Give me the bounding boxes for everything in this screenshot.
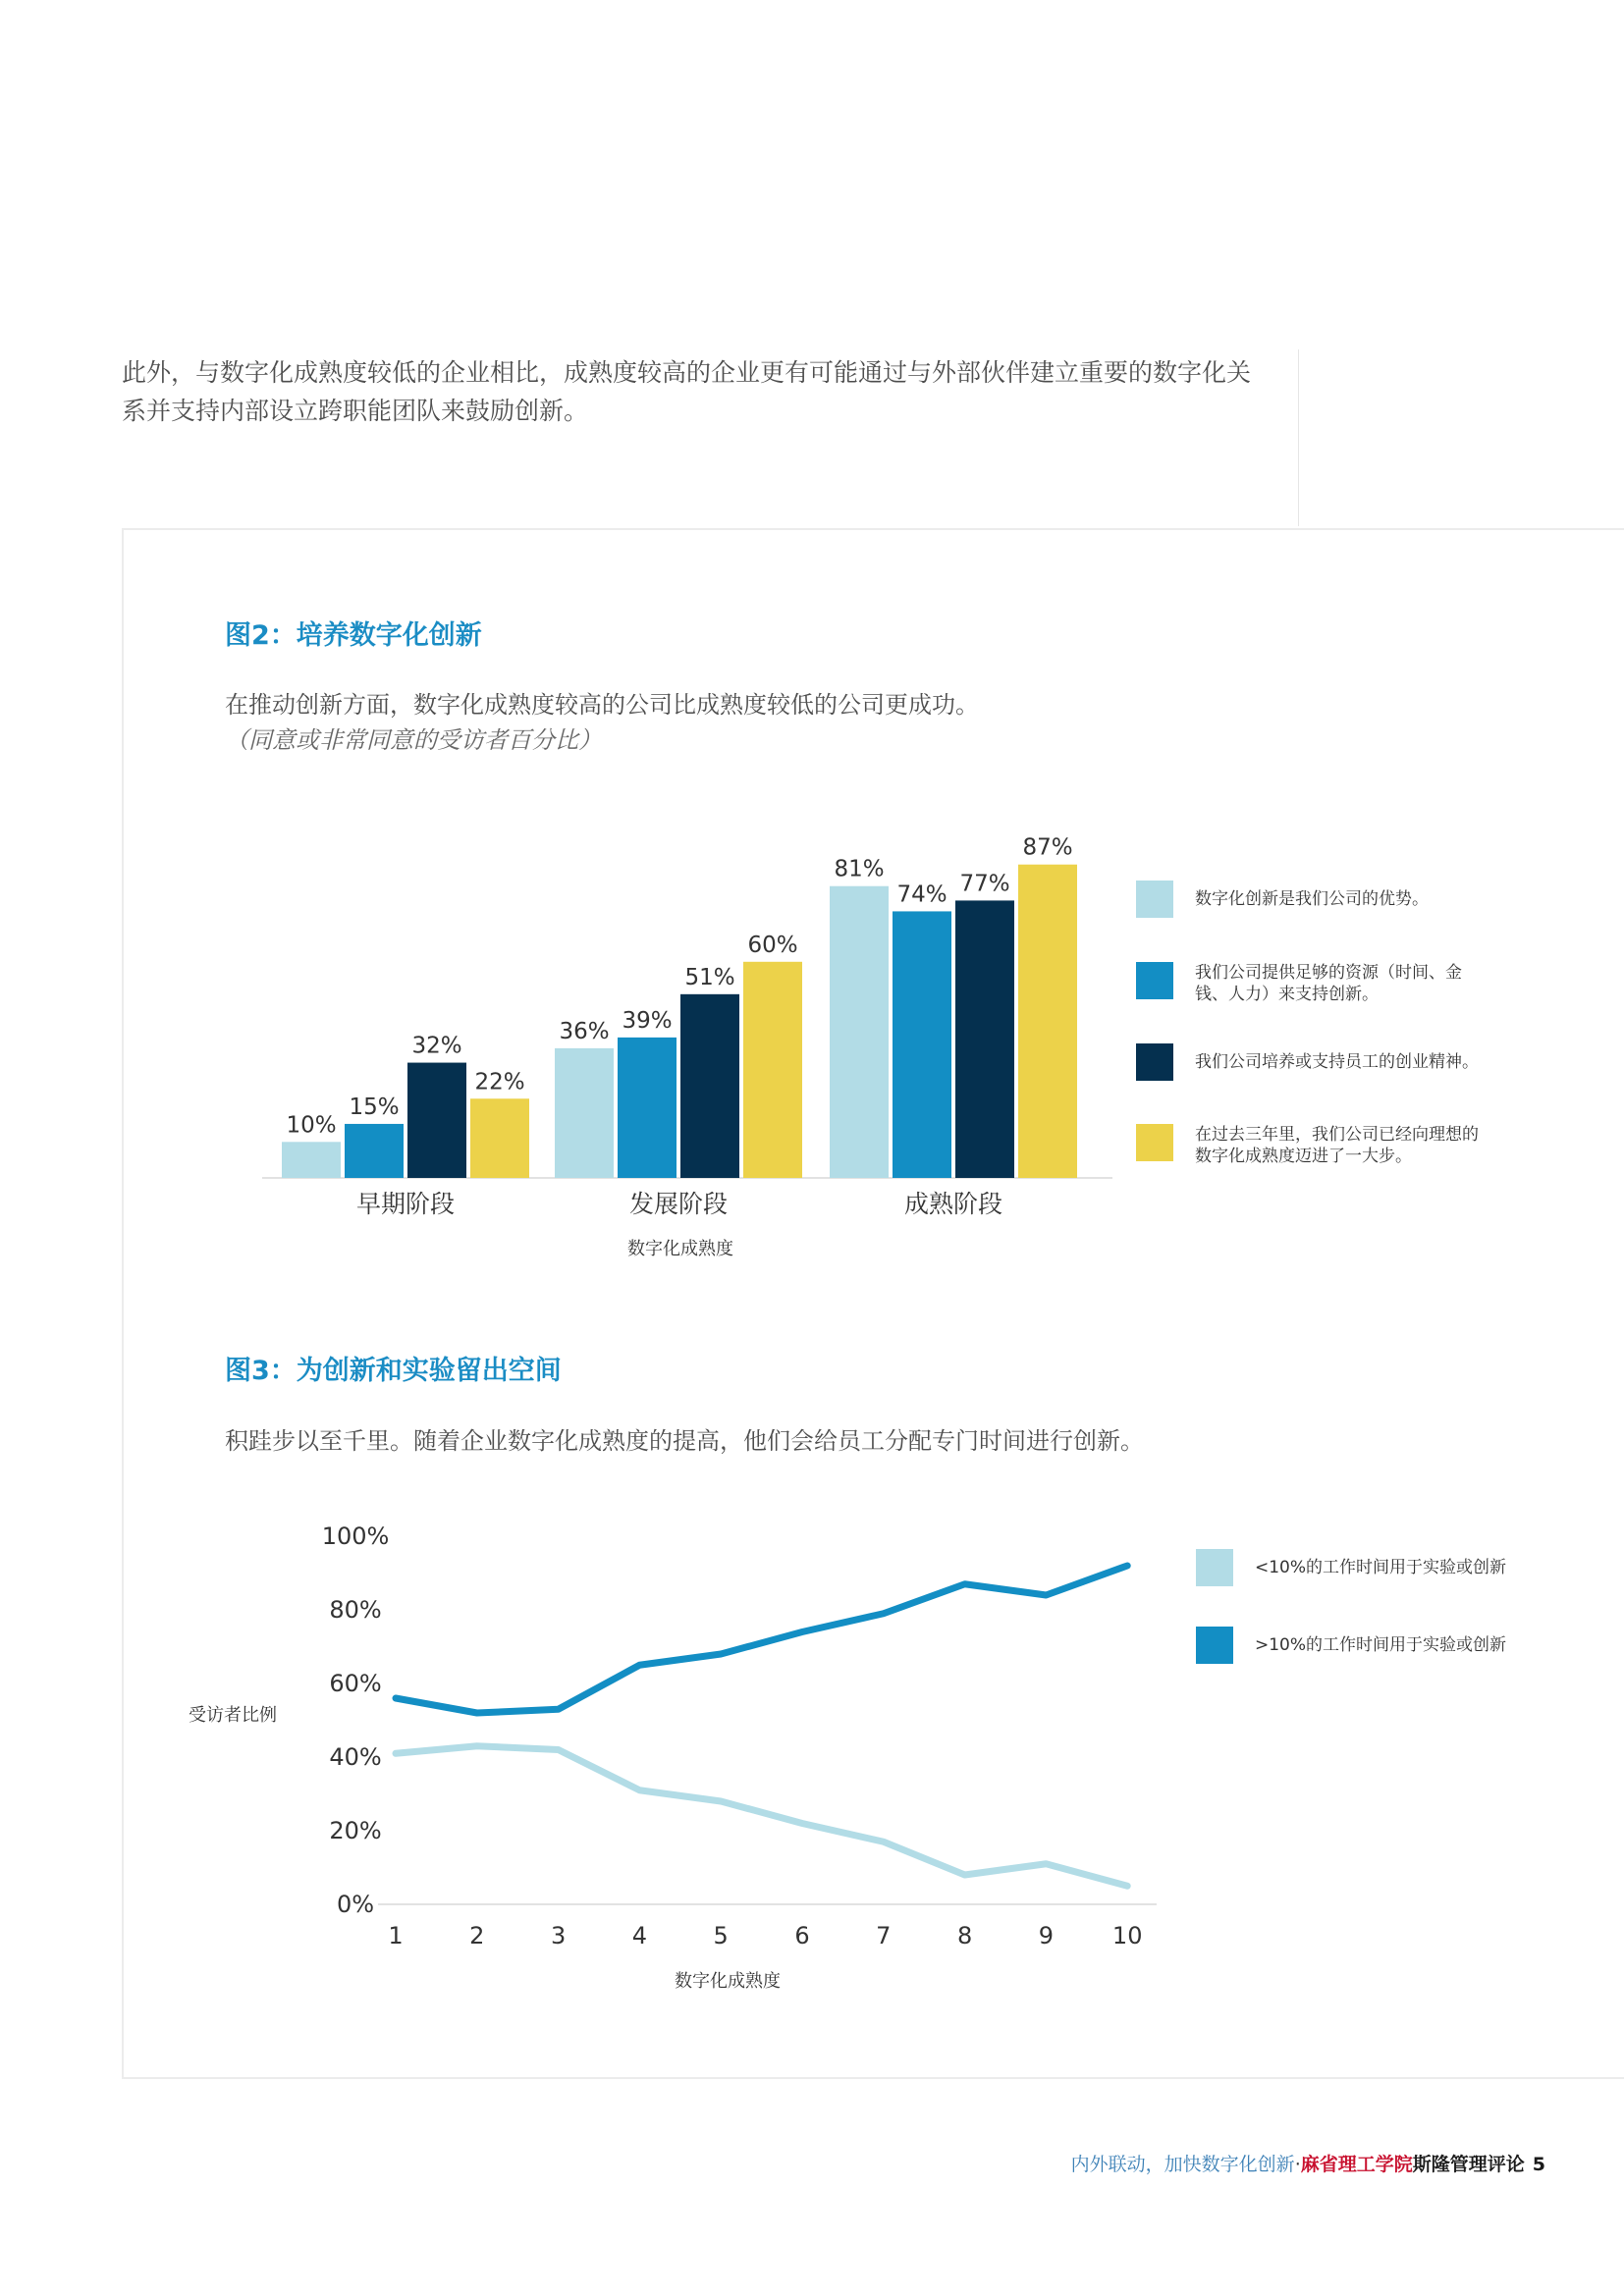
fig3-x-tick-label: 4 xyxy=(631,1922,648,1949)
bar-2-3 xyxy=(680,994,739,1178)
bar-2-4 xyxy=(743,962,802,1178)
fig3-series-line-2 xyxy=(396,1566,1127,1713)
fig3-x-tick-label: 6 xyxy=(794,1922,810,1949)
bar-value-label: 36% xyxy=(559,1018,610,1044)
footer-brand-mit: 麻省理工学院 xyxy=(1300,2154,1413,2175)
fig2-category-label: 成熟阶段 xyxy=(903,1190,1003,1218)
fig3-x-tick-label: 2 xyxy=(469,1922,485,1949)
fig3-x-tick-label: 1 xyxy=(388,1922,404,1949)
fig2-title-text: 培养数字化创新 xyxy=(296,620,482,651)
fig2-legend-swatch-2 xyxy=(1136,962,1173,999)
fig3-y-tick-label: 0% xyxy=(336,1891,375,1918)
fig3-x-axis-title: 数字化成熟度 xyxy=(675,1971,781,1992)
fig3-x-tick-label: 10 xyxy=(1111,1922,1143,1949)
fig3-title-text: 为创新和实验留出空间 xyxy=(296,1356,562,1386)
bar-1-4 xyxy=(470,1098,529,1178)
fig3-x-tick-label: 3 xyxy=(550,1922,567,1949)
bar-1-1 xyxy=(282,1142,341,1178)
bar-3-4 xyxy=(1018,865,1077,1178)
bar-3-1 xyxy=(830,886,889,1178)
fig2-legend-swatch-4 xyxy=(1136,1124,1173,1161)
fig3-title xyxy=(225,1349,562,1387)
fig3-y-axis-title: 受访者比例 xyxy=(189,1705,277,1726)
bar-value-label: 81% xyxy=(834,856,885,882)
bar-value-label: 10% xyxy=(286,1112,337,1139)
fig3-y-tick-label: 60% xyxy=(329,1670,382,1697)
bar-value-label: 77% xyxy=(959,871,1010,897)
fig3-x-tick-label: 5 xyxy=(713,1922,729,1949)
page-number: 5 xyxy=(1532,2154,1545,2175)
fig3-legend-item-1 xyxy=(1196,1549,1569,1586)
intro-paragraph: 此外，与数字化成熟度较低的企业相比，成熟度较高的企业更有可能通过与外部伙伴建立重要的数字化关系并支持内部设立跨职能团队来鼓励创新。 xyxy=(122,358,1252,425)
fig3-subtitle: 积跬步以至千里。随着企业数字化成熟度的提高，他们会给员工分配专门时间进行创新。 xyxy=(225,1427,1144,1455)
fig2-title-num: 图2： xyxy=(225,620,297,651)
footer-separator: · xyxy=(1294,2154,1301,2175)
fig3-y-tick-label: 80% xyxy=(329,1596,382,1624)
fig3-x-tick-label: 9 xyxy=(1038,1922,1055,1949)
fig3-y-tick-label: 100% xyxy=(321,1522,390,1550)
bar-value-label: 22% xyxy=(474,1069,525,1095)
fig3-legend-label-2: >10%的工作时间用于实验或创新 xyxy=(1255,1635,1507,1655)
bar-value-label: 51% xyxy=(684,964,735,990)
fig2-legend-label-4: 在过去三年里，我们公司已经向理想的数字化成熟度迈进了一大步。 xyxy=(1195,1125,1479,1166)
fig2-legend-item-4 xyxy=(1136,1124,1489,1167)
fig2-legend-item-1 xyxy=(1136,881,1489,918)
fig3-x-tick-label: 8 xyxy=(956,1922,973,1949)
bar-1-2 xyxy=(345,1124,404,1178)
fig2-legend-swatch-3 xyxy=(1136,1043,1173,1081)
fig2-note: （同意或非常同意的受访者百分比） xyxy=(225,726,602,754)
fig3-y-tick-label: 20% xyxy=(329,1817,382,1844)
bar-2-1 xyxy=(555,1048,614,1178)
bar-value-label: 60% xyxy=(747,932,798,958)
fig3-legend-swatch-2 xyxy=(1196,1627,1233,1664)
fig3-title-num: 图3： xyxy=(225,1356,297,1386)
fig3-legend-label-1: <10%的工作时间用于实验或创新 xyxy=(1255,1558,1507,1577)
bar-3-3 xyxy=(955,900,1014,1178)
bar-value-label: 74% xyxy=(896,881,947,908)
fig2-legend-item-2 xyxy=(1136,962,1489,1005)
fig2-x-axis-title: 数字化成熟度 xyxy=(627,1239,733,1259)
page-footer xyxy=(1071,2150,1545,2176)
bar-value-label: 15% xyxy=(349,1094,400,1120)
fig2-subtitle-text: 在推动创新方面，数字化成熟度较高的公司比成熟度较低的公司更成功。 xyxy=(225,691,979,719)
fig3-y-tick-label: 40% xyxy=(329,1743,382,1771)
fig2-category-label: 早期阶段 xyxy=(355,1190,456,1218)
footer-title: 内外联动，加快数字化创新 xyxy=(1070,2154,1295,2175)
bar-3-2 xyxy=(893,911,951,1178)
fig3-legend-item-2 xyxy=(1196,1627,1569,1664)
fig3-legend-swatch-1 xyxy=(1196,1549,1233,1586)
fig2-category-label: 发展阶段 xyxy=(628,1190,729,1218)
fig2-legend-label-3: 我们公司培养或支持员工的创业精神。 xyxy=(1195,1052,1479,1072)
bar-1-3 xyxy=(407,1063,466,1178)
fig2-legend-label-2: 我们公司提供足够的资源（时间、金钱、人力）来支持创新。 xyxy=(1195,963,1462,1004)
bar-2-2 xyxy=(618,1038,677,1178)
fig3-series-line-1 xyxy=(396,1746,1127,1887)
fig2-legend-label-1: 数字化创新是我们公司的优势。 xyxy=(1195,889,1429,909)
bar-value-label: 39% xyxy=(622,1007,673,1034)
bar-value-label: 32% xyxy=(411,1033,462,1059)
fig3-x-tick-label: 7 xyxy=(876,1922,892,1949)
footer-brand-sloan: 斯隆管理评论 xyxy=(1412,2154,1525,2175)
fig2-legend-item-3 xyxy=(1136,1043,1509,1081)
bar-value-label: 87% xyxy=(1022,834,1073,861)
fig2-legend-swatch-1 xyxy=(1136,881,1173,918)
